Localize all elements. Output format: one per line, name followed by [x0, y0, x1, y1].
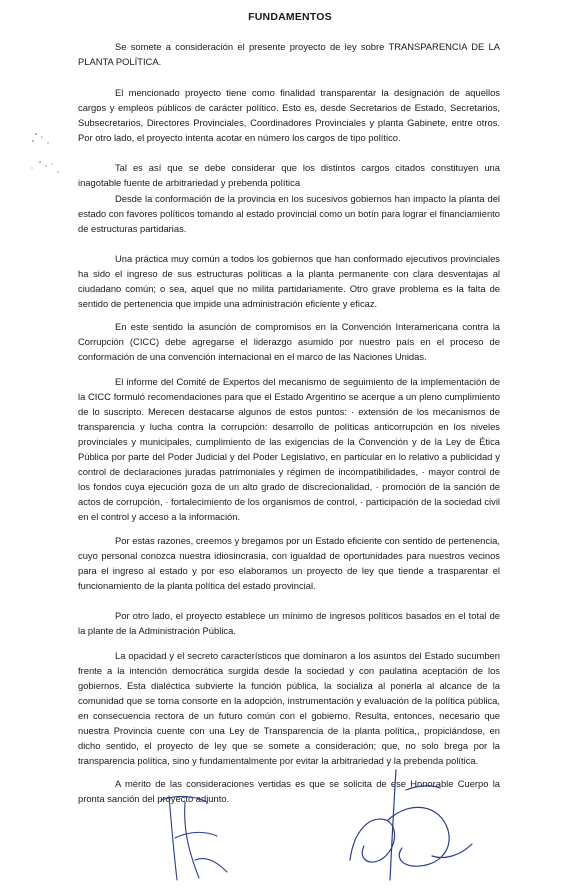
paragraph-arbitrariness: Tal es así que se debe considerar que los distintos cargos citados constituyen una inagotable fuente de arbitrariedad y prebenda política: [78, 162, 500, 188]
paragraph-common-practice: Una práctica muy común a todos los gobiernos que han conformado ejecutivos provinciales ha sido el ingreso de sus estructuras políticas a la planta permanente con clara desventajas al ciudadano común; o sea, aquel que no milita partidariamente. Otro grave problema es la falta de sentido de pertenencia que impide una administración eficiente y eficaz.: [78, 253, 500, 309]
paragraph-minimum: Por otro lado, el proyecto establece un mínimo de ingresos políticos basados en el total de la plante de la Administración Pública.: [78, 610, 500, 636]
document-title: FUNDAMENTOS: [248, 11, 332, 23]
paragraph-opacity: La opacidad y el secreto característicos que dominaron a los asuntos del Estado sucumben frente a la intención democrática surgida desde la sociedad y con paulatina aceptación de los gobiernos. Esta dialéctica subvierte la función pública, la socializa al ponerla al alcance de la comunidad que se torna consorte en la adopción, instrumentación y evaluación de la política pública, en consecuencia rectora de un futuro común con el gobierno. Resulta, entonces, necesario que nuestra Provincia cuente con una Ley de Transparencia de la planta política,, propiciándose, en dicho sentido, el proyecto de ley que se somete a consideración; que, no solo brega por la transparencia política, sino y fundamentalmente por evitar la arbitrariedad y la prebenda política.: [78, 650, 500, 766]
paragraph-cicc: En este sentido la asunción de compromisos en la Convención Interamericana contra la Corrupción (CICC) debe agregarse el liderazgo asumido por nuestro país en el proceso de conformación de una convención internacional en el marco de las Naciones Unidas.: [78, 321, 500, 362]
paragraph-committee-report: El informe del Comité de Expertos del mecanismo de seguimiento de la implementación de la CICC formuló recomendaciones para que el Estado Argentino se acerque a un pleno cumplimiento de lo suscripto. Merecen destacarse algunos de estos puntos: · extensión de los mecanismos de transparencia y lucha contra la corrupción: desarrollo de políticas anticorrupción en los niveles provinciales y municipales, cumplimiento de las exigencias de la Convención y de la Ley de Ética Pública por parte del Poder Judicial y del Poder Legislativo, en particular en lo relativo a publicidad y control de declaraciones juradas patrimoniales y régimen de incompatibilidades, · mayor control de los fondos cuya ejecución goza de un alto grado de discrecionalidad, · promoción de la sanción de actos de corrupción, · fortalecimiento de los organismos de control, · participación de la sociedad civil en el control y acceso a la información.: [78, 376, 500, 522]
paragraph-history: Desde la conformación de la provincia en los sucesivos gobiernos han impacto la planta del estado con favores políticos tomando al estado provincial como un botín para lograr el financiamiento de estructuras partidarias.: [78, 193, 500, 234]
paragraph-reasons: Por estas razones, creemos y bregamos por un Estado eficiente con sentido de pertenencia, cuyo personal conozca nuestra idiosincrasia, con igualdad de oportunidades para nuestros vecinos para el ingreso al estado y por eso elaboramos un proyecto de ley que tiende a trasparentar el funcionamiento de la planta política del estado provincial.: [78, 535, 500, 591]
paragraph-purpose: El mencionado proyecto tiene como finalidad transparentar la designación de aquellos cargos y empleos públicos de carácter político. Esto es, desde Secretarios de Estado, Secretarios, Subsecretarios, Directores Provinciales, Coordinadores Provinciales y planta Gabinete, entre otros. Por otro lado, el proyecto intenta acotar en número los cargos de tipo político.: [78, 87, 500, 143]
paragraph-intro: Se somete a consideración el presente proyecto de ley sobre TRANSPARENCIA DE LA PLANTA POLÍTICA.: [78, 41, 500, 67]
scan-specks-mark: [22, 128, 72, 188]
paragraph-closing: A mérito de las consideraciones vertidas es que se solicita de ese Honorable Cuerpo la pronta sanción del proyecto adjunto.: [78, 778, 500, 804]
